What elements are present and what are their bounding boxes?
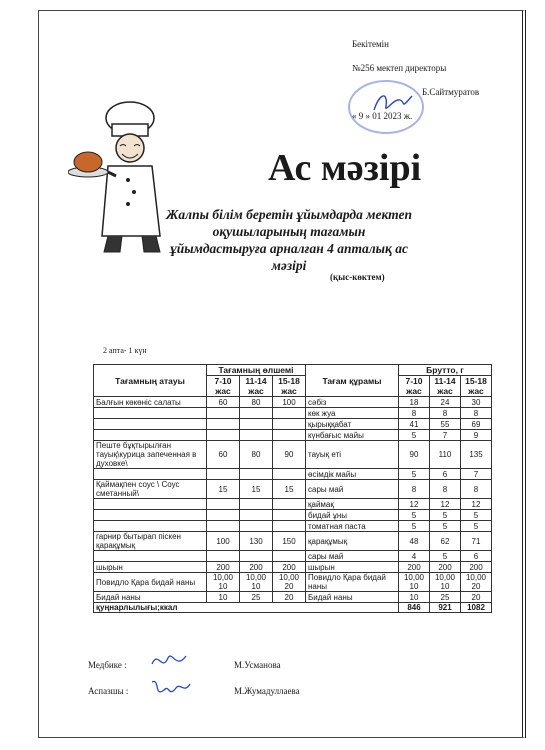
portion-cell: 10,00 10	[207, 573, 240, 592]
table-row	[94, 551, 492, 562]
table-row	[94, 592, 492, 603]
table-row	[94, 499, 492, 510]
gross-cell: 10,00 20	[461, 573, 492, 592]
portion-cell	[207, 469, 240, 480]
gross-cell: 6	[461, 551, 492, 562]
table-row	[94, 521, 492, 532]
dish-name-cell	[94, 510, 207, 521]
table-row	[94, 573, 492, 592]
gross-cell: 62	[430, 532, 461, 551]
table-row	[94, 480, 492, 499]
gross-cell: 5	[430, 510, 461, 521]
gross-cell: 8	[430, 408, 461, 419]
gross-cell: 8	[430, 480, 461, 499]
page-subtitle: Жалпы білім беретін ұйымдарда мектеп оқушыларының тағамын ұйымдастыруға арналған 4 апталық ас мәзірі	[166, 207, 412, 273]
header-age-15-18: 15-18 жас	[273, 376, 306, 397]
portion-cell	[207, 408, 240, 419]
ingredient-cell: сәбіз	[306, 397, 399, 408]
portion-cell	[273, 408, 306, 419]
portion-cell: 200	[207, 562, 240, 573]
header-age-11-14: 11-14 жас	[240, 376, 273, 397]
nurse-label: Медбике :	[88, 660, 127, 670]
portion-cell	[207, 510, 240, 521]
portion-cell	[273, 510, 306, 521]
gross-cell: 10,00 10	[430, 573, 461, 592]
approval-line-1: Бекітемін	[352, 39, 389, 49]
portion-cell	[240, 419, 273, 430]
ingredient-cell: қырыққабат	[306, 419, 399, 430]
gross-cell: 8	[461, 408, 492, 419]
table-row	[94, 430, 492, 441]
portion-cell: 200	[273, 562, 306, 573]
gross-cell: 5	[399, 510, 430, 521]
ingredient-cell: көк жуа	[306, 408, 399, 419]
gross-cell: 135	[461, 441, 492, 469]
header-composition: Тағам құрамы	[306, 365, 399, 397]
portion-cell: 20	[273, 592, 306, 603]
table-row	[94, 469, 492, 480]
table-row	[94, 510, 492, 521]
dish-name-cell	[94, 499, 207, 510]
total-label: қуңнарлылығы;ккал	[94, 603, 399, 613]
gross-cell: 12	[430, 499, 461, 510]
portion-cell	[207, 430, 240, 441]
header-gross-15-18: 15-18 жас	[461, 376, 492, 397]
portion-cell: 150	[273, 532, 306, 551]
gross-cell: 24	[430, 397, 461, 408]
gross-cell: 5	[399, 430, 430, 441]
portion-cell: 130	[240, 532, 273, 551]
nurse-signature	[150, 650, 190, 674]
gross-cell: 25	[430, 592, 461, 603]
gross-cell: 12	[461, 499, 492, 510]
dish-name-cell: Қаймақпен соус \ Соус сметанный\	[94, 480, 207, 499]
ingredient-cell: сары май	[306, 480, 399, 499]
portion-cell	[273, 521, 306, 532]
gross-cell: 5	[461, 521, 492, 532]
gross-cell: 20	[461, 592, 492, 603]
portion-cell	[273, 419, 306, 430]
portion-cell	[207, 419, 240, 430]
director-signature	[370, 88, 416, 118]
gross-cell: 10,00 10	[399, 573, 430, 592]
portion-cell: 100	[273, 397, 306, 408]
gross-cell: 4	[399, 551, 430, 562]
header-dish-name: Тағамның атауы	[94, 365, 207, 397]
portion-cell	[207, 521, 240, 532]
nurse-name: М.Усманова	[234, 660, 281, 670]
portion-cell: 10	[207, 592, 240, 603]
portion-cell: 60	[207, 397, 240, 408]
gross-cell: 110	[430, 441, 461, 469]
header-gross: Брутто, г	[399, 365, 492, 376]
gross-cell: 30	[461, 397, 492, 408]
gross-cell: 7	[430, 430, 461, 441]
portion-cell	[240, 469, 273, 480]
portion-cell	[273, 551, 306, 562]
gross-cell: 8	[399, 408, 430, 419]
cook-label: Аспазшы :	[88, 686, 129, 696]
portion-cell	[240, 521, 273, 532]
dish-name-cell	[94, 430, 207, 441]
table-row	[94, 562, 492, 573]
table-row	[94, 408, 492, 419]
approval-line-3: Б.Сайтмуратов	[422, 87, 480, 97]
portion-cell	[240, 551, 273, 562]
ingredient-cell: қаймақ	[306, 499, 399, 510]
portion-cell	[207, 499, 240, 510]
portion-cell: 100	[207, 532, 240, 551]
gross-cell: 7	[461, 469, 492, 480]
portion-cell: 200	[240, 562, 273, 573]
gross-cell: 18	[399, 397, 430, 408]
ingredient-cell: бидай ұны	[306, 510, 399, 521]
gross-cell: 5	[461, 510, 492, 521]
total-row	[94, 603, 492, 613]
ingredient-cell: шырын	[306, 562, 399, 573]
portion-cell: 15	[207, 480, 240, 499]
portion-cell: 10,00 10	[240, 573, 273, 592]
portion-cell	[240, 430, 273, 441]
ingredient-cell: күнбағыс майы	[306, 430, 399, 441]
portion-cell: 80	[240, 441, 273, 469]
header-age-7-10: 7-10 жас	[207, 376, 240, 397]
week-day-label: 2 апта- 1 күн	[103, 346, 147, 355]
gross-cell: 12	[399, 499, 430, 510]
ingredient-cell: Бидай наны	[306, 592, 399, 603]
header-portion: Тағамның өлшемі	[207, 365, 306, 376]
gross-cell: 200	[430, 562, 461, 573]
cook-name: М.Жумадуллаева	[234, 686, 300, 696]
table-row	[94, 397, 492, 408]
gross-cell: 10	[399, 592, 430, 603]
dish-name-cell	[94, 419, 207, 430]
dish-name-cell	[94, 408, 207, 419]
ingredient-cell: тауық еті	[306, 441, 399, 469]
portion-cell: 15	[240, 480, 273, 499]
portion-cell	[273, 499, 306, 510]
season-label: (қыс-көктем)	[330, 272, 385, 282]
cook-signature	[150, 676, 192, 700]
ingredient-cell: өсімдік майы	[306, 469, 399, 480]
approval-line-2: №256 мектеп директоры	[352, 63, 447, 73]
page-title: Ас мәзірі	[268, 147, 422, 189]
header-gross-11-14: 11-14 жас	[430, 376, 461, 397]
gross-cell: 90	[399, 441, 430, 469]
ingredient-cell: қарақұмық	[306, 532, 399, 551]
portion-cell: 25	[240, 592, 273, 603]
header-gross-7-10: 7-10 жас	[399, 376, 430, 397]
dish-name-cell	[94, 469, 207, 480]
portion-cell	[273, 430, 306, 441]
portion-cell: 10,00 20	[273, 573, 306, 592]
gross-cell: 41	[399, 419, 430, 430]
portion-cell: 15	[273, 480, 306, 499]
dish-name-cell: Бидай наны	[94, 592, 207, 603]
gross-cell: 6	[430, 469, 461, 480]
portion-cell	[240, 499, 273, 510]
portion-cell: 60	[207, 441, 240, 469]
gross-cell: 69	[461, 419, 492, 430]
gross-cell: 5	[399, 521, 430, 532]
portion-cell	[240, 510, 273, 521]
gross-cell: 200	[461, 562, 492, 573]
gross-cell: 71	[461, 532, 492, 551]
total-cell: 921	[430, 603, 461, 613]
dish-name-cell: гарнир бытырап піскен қарақұмық	[94, 532, 207, 551]
gross-cell: 9	[461, 430, 492, 441]
dish-name-cell	[94, 551, 207, 562]
portion-cell	[240, 408, 273, 419]
portion-cell: 90	[273, 441, 306, 469]
portion-cell	[273, 469, 306, 480]
gross-cell: 5	[430, 551, 461, 562]
dish-name-cell: Повидло Қара бидай наны	[94, 573, 207, 592]
portion-cell: 80	[240, 397, 273, 408]
table-row	[94, 419, 492, 430]
approval-line-4: « 9 » 01 2023 ж.	[352, 111, 413, 121]
portion-cell	[207, 551, 240, 562]
gross-cell: 48	[399, 532, 430, 551]
gross-cell: 55	[430, 419, 461, 430]
dish-name-cell	[94, 521, 207, 532]
total-cell: 846	[399, 603, 430, 613]
gross-cell: 5	[399, 469, 430, 480]
table-row	[94, 441, 492, 469]
menu-table	[93, 364, 492, 613]
table-row	[94, 532, 492, 551]
dish-name-cell: шырын	[94, 562, 207, 573]
dish-name-cell: Пеште бұқтырылған тауық\курица запеченная в духовке\	[94, 441, 207, 469]
ingredient-cell: томатная паста	[306, 521, 399, 532]
total-cell: 1082	[461, 603, 492, 613]
dish-name-cell: Балғын көкөніс салаты	[94, 397, 207, 408]
ingredient-cell: сары май	[306, 551, 399, 562]
ingredient-cell: Повидло Қара бидай наны	[306, 573, 399, 592]
gross-cell: 200	[399, 562, 430, 573]
gross-cell: 8	[461, 480, 492, 499]
gross-cell: 5	[430, 521, 461, 532]
gross-cell: 8	[399, 480, 430, 499]
